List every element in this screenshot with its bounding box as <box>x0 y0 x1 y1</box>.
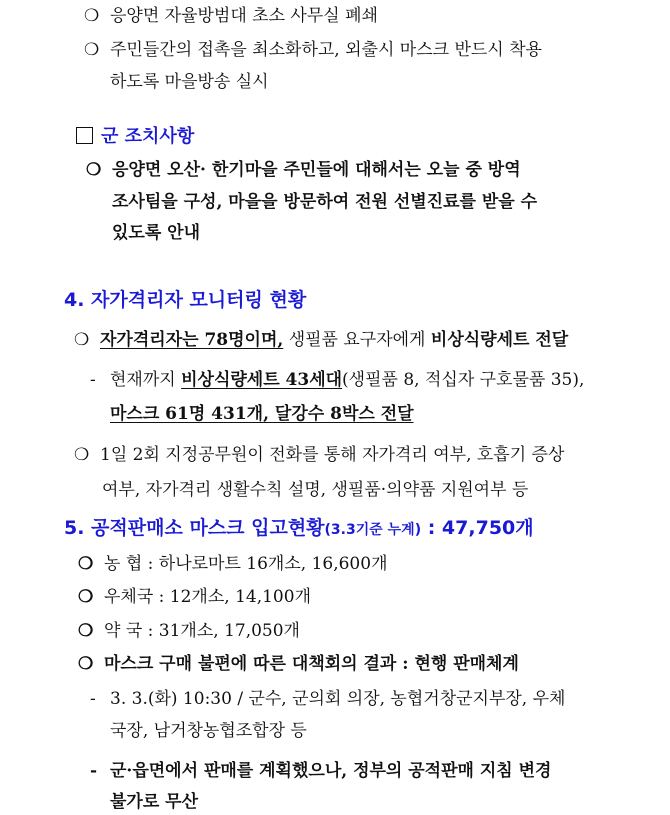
bullet-continuation: 조사팀을 구성, 마을을 방문하여 전원 선별진료를 받을 수 <box>112 192 538 212</box>
dash-continuation: 마스크 61명 431개, 달강수 8박스 전달 <box>110 404 414 424</box>
circle-bullet-icon: ❍ <box>86 160 102 180</box>
bullet-line: ❍ 주민들간의 접촉을 최소화하고, 외출시 마스크 반드시 착용 <box>84 40 542 60</box>
circle-bullet-icon: ❍ <box>74 330 90 350</box>
circle-bullet-icon: ❍ <box>84 40 100 60</box>
section-title: 4. 자가격리자 모니터링 현황 <box>64 289 307 311</box>
circle-bullet-icon: ❍ <box>74 445 90 465</box>
bullet-line: ❍ 1일 2회 지정공무원이 전화를 통해 자가격리 여부, 호흡기 증상 <box>74 445 565 465</box>
circle-bullet-icon: ❍ <box>78 654 94 674</box>
dash-bullet: - <box>90 761 98 781</box>
circle-bullet-icon: ❍ <box>78 554 94 574</box>
circle-bullet-icon: ❍ <box>78 587 94 607</box>
section-title: 5. 공적판매소 마스크 입고현황(3.3기준 누계) : 47,750개 <box>64 517 534 539</box>
bullet-line: ❍ 응양면 오산· 한기마을 주민들에 대해서는 오늘 중 방역 <box>86 160 521 180</box>
bullet-line: ❍ 마스크 구매 불편에 따른 대책회의 결과 : 현행 판매체계 <box>78 654 519 674</box>
dash-line: - 3. 3.(화) 10:30 / 군수, 군의회 의장, 농협거창군지부장, 우체 <box>90 689 566 709</box>
bullet-line: ❍ 응양면 자율방범대 초소 사무실 폐쇄 <box>84 6 378 26</box>
dash-continuation: 국장, 남거창농협조합장 등 <box>110 721 307 741</box>
bullet-line: ❍ 우체국 : 12개소, 14,100개 <box>78 587 311 607</box>
bullet-line: ❍ 자가격리자는 78명이며, 생필품 요구자에게 비상식량세트 전달 <box>74 330 569 350</box>
dash-continuation: 불가로 무산 <box>110 792 199 812</box>
circle-bullet-icon: ❍ <box>78 621 94 641</box>
subsection-title: 군 조치사항 <box>76 122 194 151</box>
bullet-line: ❍ 약 국 : 31개소, 17,050개 <box>78 621 300 641</box>
dash-line: - 군·읍면에서 판매를 계획했으나, 정부의 공적판매 지침 변경 <box>90 761 552 781</box>
circle-bullet-icon: ❍ <box>84 6 100 26</box>
bullet-continuation: 하도록 마을방송 실시 <box>110 72 269 92</box>
square-box-icon <box>76 127 93 144</box>
dash-line: - 현재까지 비상식량세트 43세대(생필품 8, 적십자 구호물품 35), <box>90 370 585 390</box>
dash-bullet: - <box>90 370 96 390</box>
bullet-line: ❍ 농 협 : 하나로마트 16개소, 16,600개 <box>78 554 388 574</box>
bullet-continuation: 여부, 자가격리 생활수칙 설명, 생필품·의약품 지원여부 등 <box>102 480 529 500</box>
dash-bullet: - <box>90 689 96 709</box>
bullet-continuation: 있도록 안내 <box>112 223 201 243</box>
